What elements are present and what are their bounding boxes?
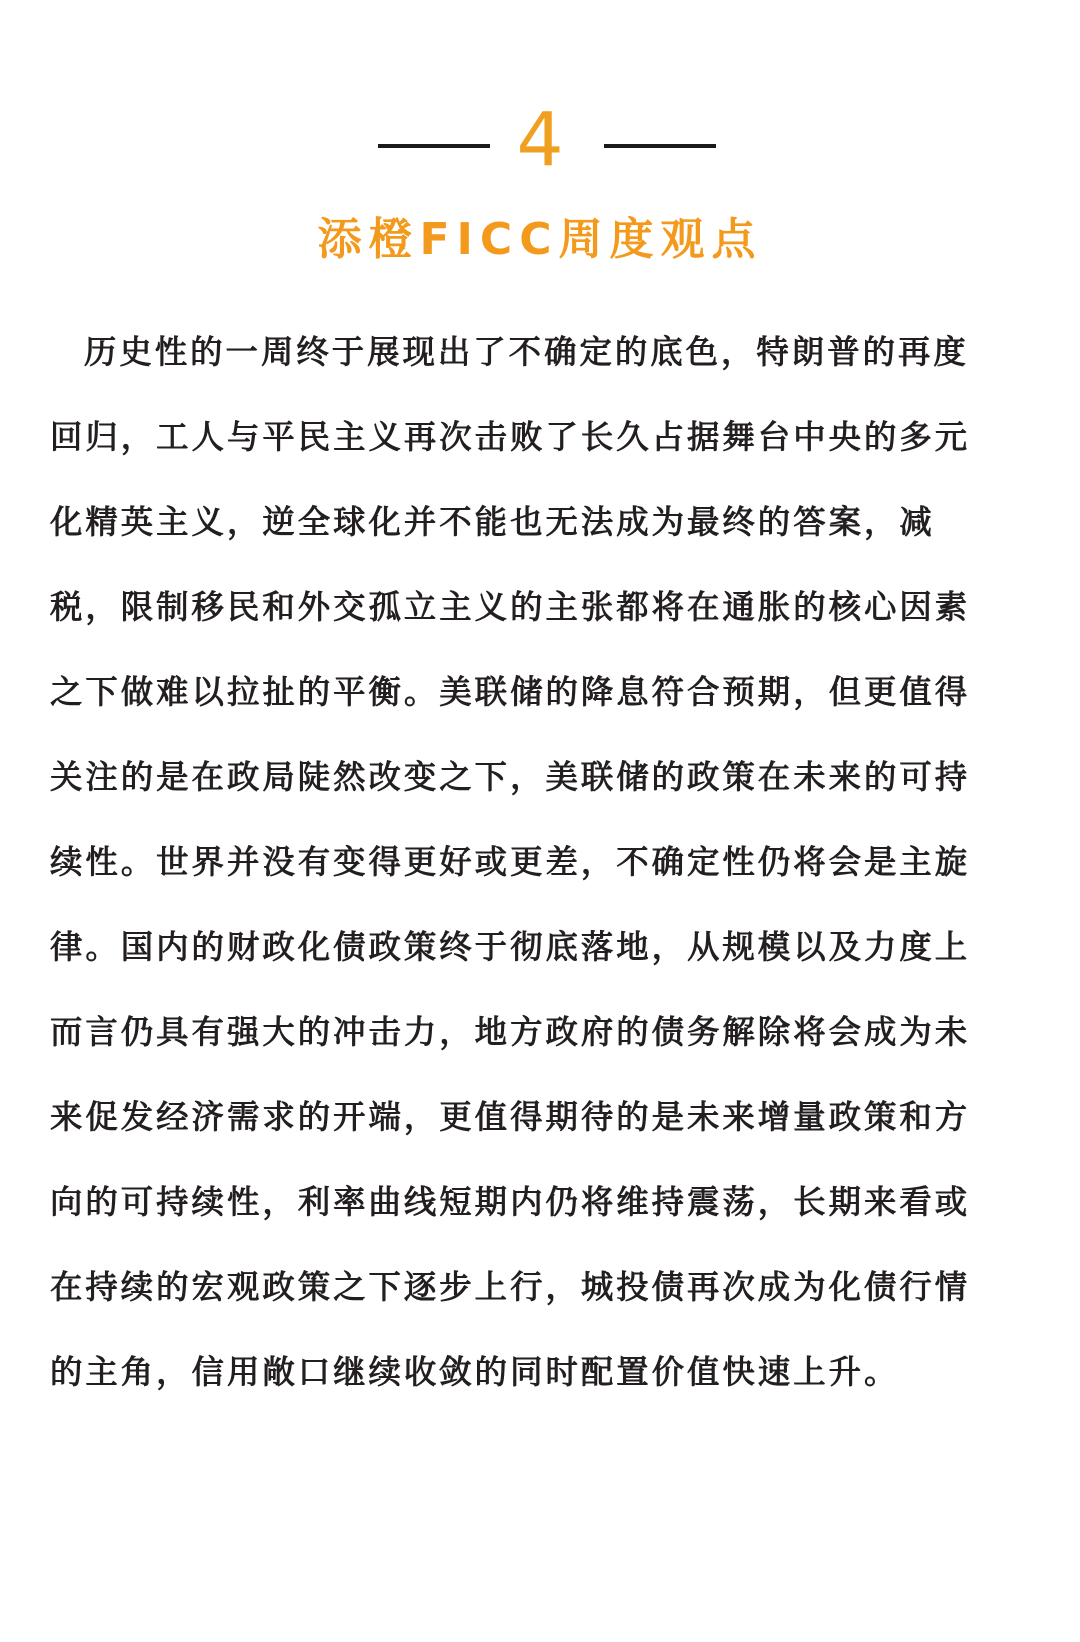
- paragraph-line: 而言仍具有强大的冲击力，地方政府的债务解除将会成为未: [50, 1013, 971, 1051]
- body-paragraph: [50, 310, 1050, 1415]
- paragraph-line: 化精英主义，逆全球化并不能也无法成为最终的答案，减: [50, 503, 935, 541]
- left-divider-line: [378, 144, 490, 148]
- paragraph-line: 历史性的一周终于展现出了不确定的底色，特朗普的再度: [84, 333, 969, 371]
- paragraph-line: 向的可持续性，利率曲线短期内仍将维持震荡，长期来看或: [50, 1183, 971, 1221]
- paragraph-line: 续性。世界并没有变得更好或更差，不确定性仍将会是主旋: [50, 843, 971, 881]
- paragraph-line: 之下做难以拉扯的平衡。美联储的降息符合预期，但更值得: [50, 673, 971, 711]
- paragraph-line: 在持续的宏观政策之下逐步上行，城投债再次成为化债行情: [50, 1268, 971, 1306]
- section-header: [0, 97, 1080, 183]
- section-title: 添橙FICC周度观点: [317, 214, 763, 265]
- section-number: 4: [516, 97, 564, 183]
- paragraph-line: 关注的是在政局陡然改变之下，美联储的政策在未来的可持: [50, 758, 971, 796]
- right-divider-line: [604, 144, 716, 148]
- paragraph-line: 的主角，信用敞口继续收敛的同时配置价值快速上升。: [50, 1353, 900, 1391]
- paragraph-line: 律。国内的财政化债政策终于彻底落地，从规模以及力度上: [50, 928, 971, 966]
- paragraph-line: 来促发经济需求的开端，更值得期待的是未来增量政策和方: [50, 1098, 971, 1136]
- paragraph-line: 税，限制移民和外交孤立主义的主张都将在通胀的核心因素: [50, 588, 971, 626]
- paragraph-line: 回归，工人与平民主义再次击败了长久占据舞台中央的多元: [50, 418, 971, 456]
